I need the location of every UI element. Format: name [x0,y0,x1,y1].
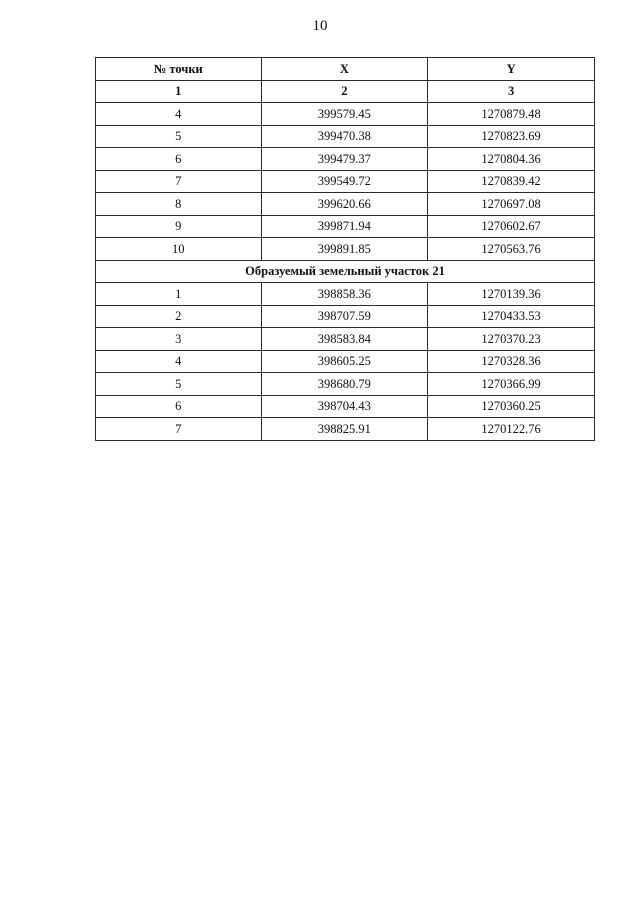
table-row [96,395,595,418]
header-x: X [261,58,428,81]
header-y: Y [428,58,595,81]
coordinates-table [95,57,595,441]
table-body [96,80,595,440]
column-number: 3 [428,80,595,103]
cell-point-number: 3 [96,328,262,351]
cell-point-number: 5 [96,125,262,148]
cell-y: 1270839.42 [428,170,595,193]
cell-x: 398605.25 [261,350,428,373]
cell-point-number: 8 [96,193,262,216]
cell-y: 1270360.25 [428,395,595,418]
cell-x: 399891.85 [261,238,428,261]
cell-point-number: 6 [96,395,262,418]
header-point-number: № точки [96,58,262,81]
cell-y: 1270823.69 [428,125,595,148]
cell-point-number: 4 [96,350,262,373]
cell-y: 1270879.48 [428,103,595,126]
cell-y: 1270122.76 [428,418,595,441]
cell-point-number: 9 [96,215,262,238]
column-number-row [96,80,595,103]
cell-y: 1270804.36 [428,148,595,171]
table-row [96,283,595,306]
table-row [96,305,595,328]
table-row [96,170,595,193]
cell-x: 399470.38 [261,125,428,148]
cell-y: 1270328.36 [428,350,595,373]
cell-x: 398858.36 [261,283,428,306]
cell-point-number: 7 [96,418,262,441]
cell-x: 399479.37 [261,148,428,171]
table-row [96,193,595,216]
section-title: Образуемый земельный участок 21 [96,260,595,283]
column-number: 1 [96,80,262,103]
cell-x: 399549.72 [261,170,428,193]
cell-x: 399579.45 [261,103,428,126]
cell-y: 1270139.36 [428,283,595,306]
cell-y: 1270563.76 [428,238,595,261]
table-row [96,373,595,396]
page-number: 10 [312,18,328,34]
cell-y: 1270697.08 [428,193,595,216]
table-header-row [96,58,595,81]
cell-point-number: 1 [96,283,262,306]
cell-point-number: 7 [96,170,262,193]
cell-x: 398583.84 [261,328,428,351]
cell-point-number: 5 [96,373,262,396]
column-number: 2 [261,80,428,103]
table-row [96,328,595,351]
cell-y: 1270366.99 [428,373,595,396]
cell-x: 398680.79 [261,373,428,396]
cell-point-number: 6 [96,148,262,171]
table-row [96,350,595,373]
cell-x: 399871.94 [261,215,428,238]
cell-x: 398707.59 [261,305,428,328]
table-row [96,418,595,441]
section-row [96,260,595,283]
table-row [96,103,595,126]
cell-x: 399620.66 [261,193,428,216]
table-row [96,238,595,261]
cell-point-number: 2 [96,305,262,328]
cell-x: 398825.91 [261,418,428,441]
cell-y: 1270602.67 [428,215,595,238]
table-row [96,125,595,148]
cell-point-number: 4 [96,103,262,126]
cell-y: 1270433.53 [428,305,595,328]
cell-point-number: 10 [96,238,262,261]
cell-y: 1270370.23 [428,328,595,351]
table-row [96,215,595,238]
cell-x: 398704.43 [261,395,428,418]
table-row [96,148,595,171]
